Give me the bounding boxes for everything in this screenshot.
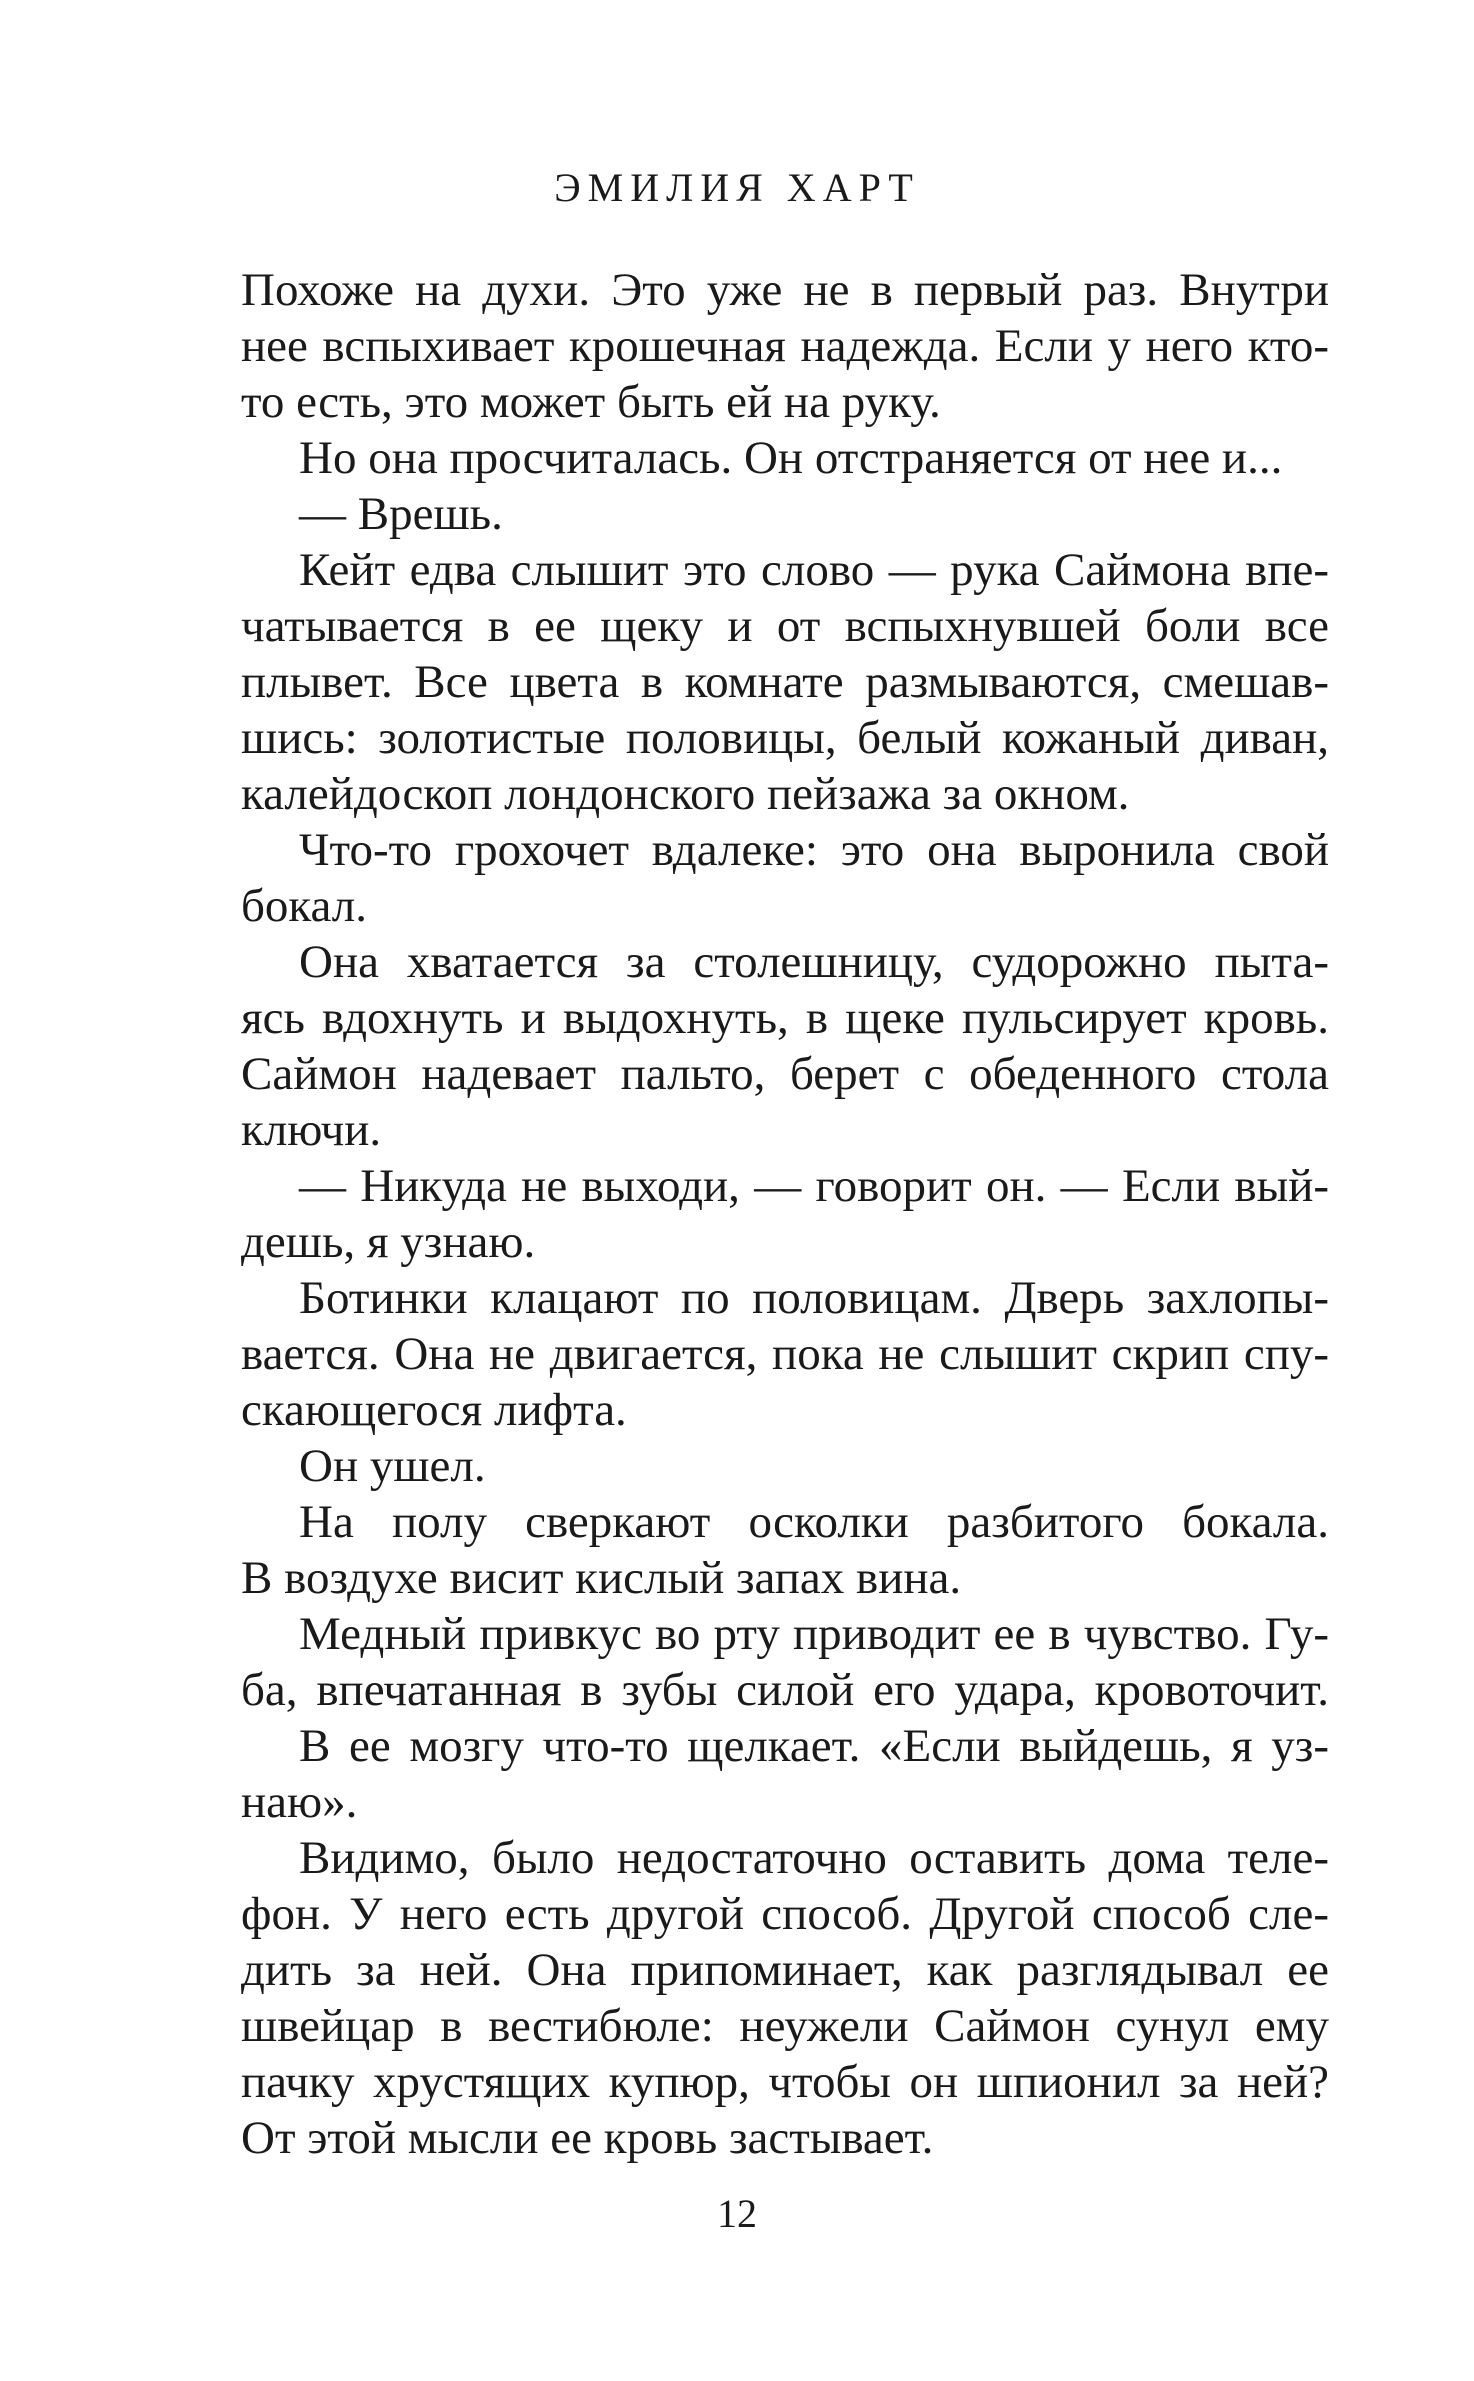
text-line: дешь, я узнаю. (241, 1216, 536, 1268)
text-line: то есть, это может быть ей на руку. (241, 376, 941, 428)
text-line: ба, впечатанная в зубы силой его удара, кровоточит. (241, 1664, 1329, 1716)
text-line: В воздухе висит кислый запах вина. (241, 1552, 962, 1604)
text-line: скающегося лифта. (241, 1384, 627, 1436)
text-line: На полу сверкают осколки разбитого бокала. (299, 1496, 1329, 1548)
text-line: ясь вдохнуть и выдохнуть, в щеке пульсирует кровь. (241, 992, 1329, 1044)
text-line: швейцар в вестибюле: неужели Саймон сунул ему (241, 2000, 1329, 2052)
text-line: — Врешь. (299, 488, 503, 540)
text-line: ключи. (241, 1104, 382, 1156)
text-line: нее вспыхивает крошечная надежда. Если у него кто- (241, 320, 1329, 372)
text-line: дить за ней. Она припоминает, как разглядывал ее (241, 1944, 1329, 1996)
text-line: Она хватается за столешницу, судорожно пыта- (299, 936, 1329, 988)
page-number: 12 (717, 2191, 757, 2236)
text-line: Что-то грохочет вдалеке: это она выронила свой (299, 824, 1329, 876)
text-line: шись: золотистые половицы, белый кожаный диван, (241, 712, 1329, 764)
body-text (241, 262, 1329, 2166)
text-line: бокал. (241, 880, 368, 932)
text-line: Ботинки клацают по половицам. Дверь захлопы- (299, 1272, 1329, 1324)
text-line: От этой мысли ее кровь застывает. (241, 2112, 934, 2164)
text-line: пачку хрустящих купюр, чтобы он шпионил за ней? (241, 2056, 1329, 2108)
text-line: Видимо, было недостаточно оставить дома теле- (299, 1832, 1329, 1884)
text-line: Но она просчиталась. Он отстраняется от нее и... (299, 432, 1283, 484)
text-line: калейдоскоп лондонского пейзажа за окном. (241, 768, 1130, 820)
text-line: Похоже на духи. Это уже не в первый раз. Внутри (241, 264, 1329, 316)
text-line: чатывается в ее щеку и от вспыхнувшей боли все (241, 600, 1329, 652)
text-line: наю». (241, 1776, 358, 1828)
text-line: плывет. Все цвета в комнате размываются, смешав- (241, 656, 1329, 708)
text-line: Кейт едва слышит это слово — рука Саймона впе- (299, 544, 1329, 596)
running-head: ЭМИЛИЯ ХАРТ (554, 165, 920, 210)
text-line: В ее мозгу что-то щелкает. «Если выйдешь, я уз- (299, 1720, 1329, 1772)
text-line: Саймон надевает пальто, берет с обеденного стола (241, 1048, 1329, 1100)
text-line: фон. У него есть другой способ. Другой способ сле- (241, 1888, 1329, 1940)
text-line: Он ушел. (299, 1440, 486, 1492)
text-line: вается. Она не двигается, пока не слышит скрип спу- (241, 1328, 1329, 1380)
text-line: Медный привкус во рту приводит ее в чувство. Гу- (299, 1608, 1329, 1660)
text-line: — Никуда не выходи, — говорит он. — Если вый- (299, 1160, 1329, 1212)
